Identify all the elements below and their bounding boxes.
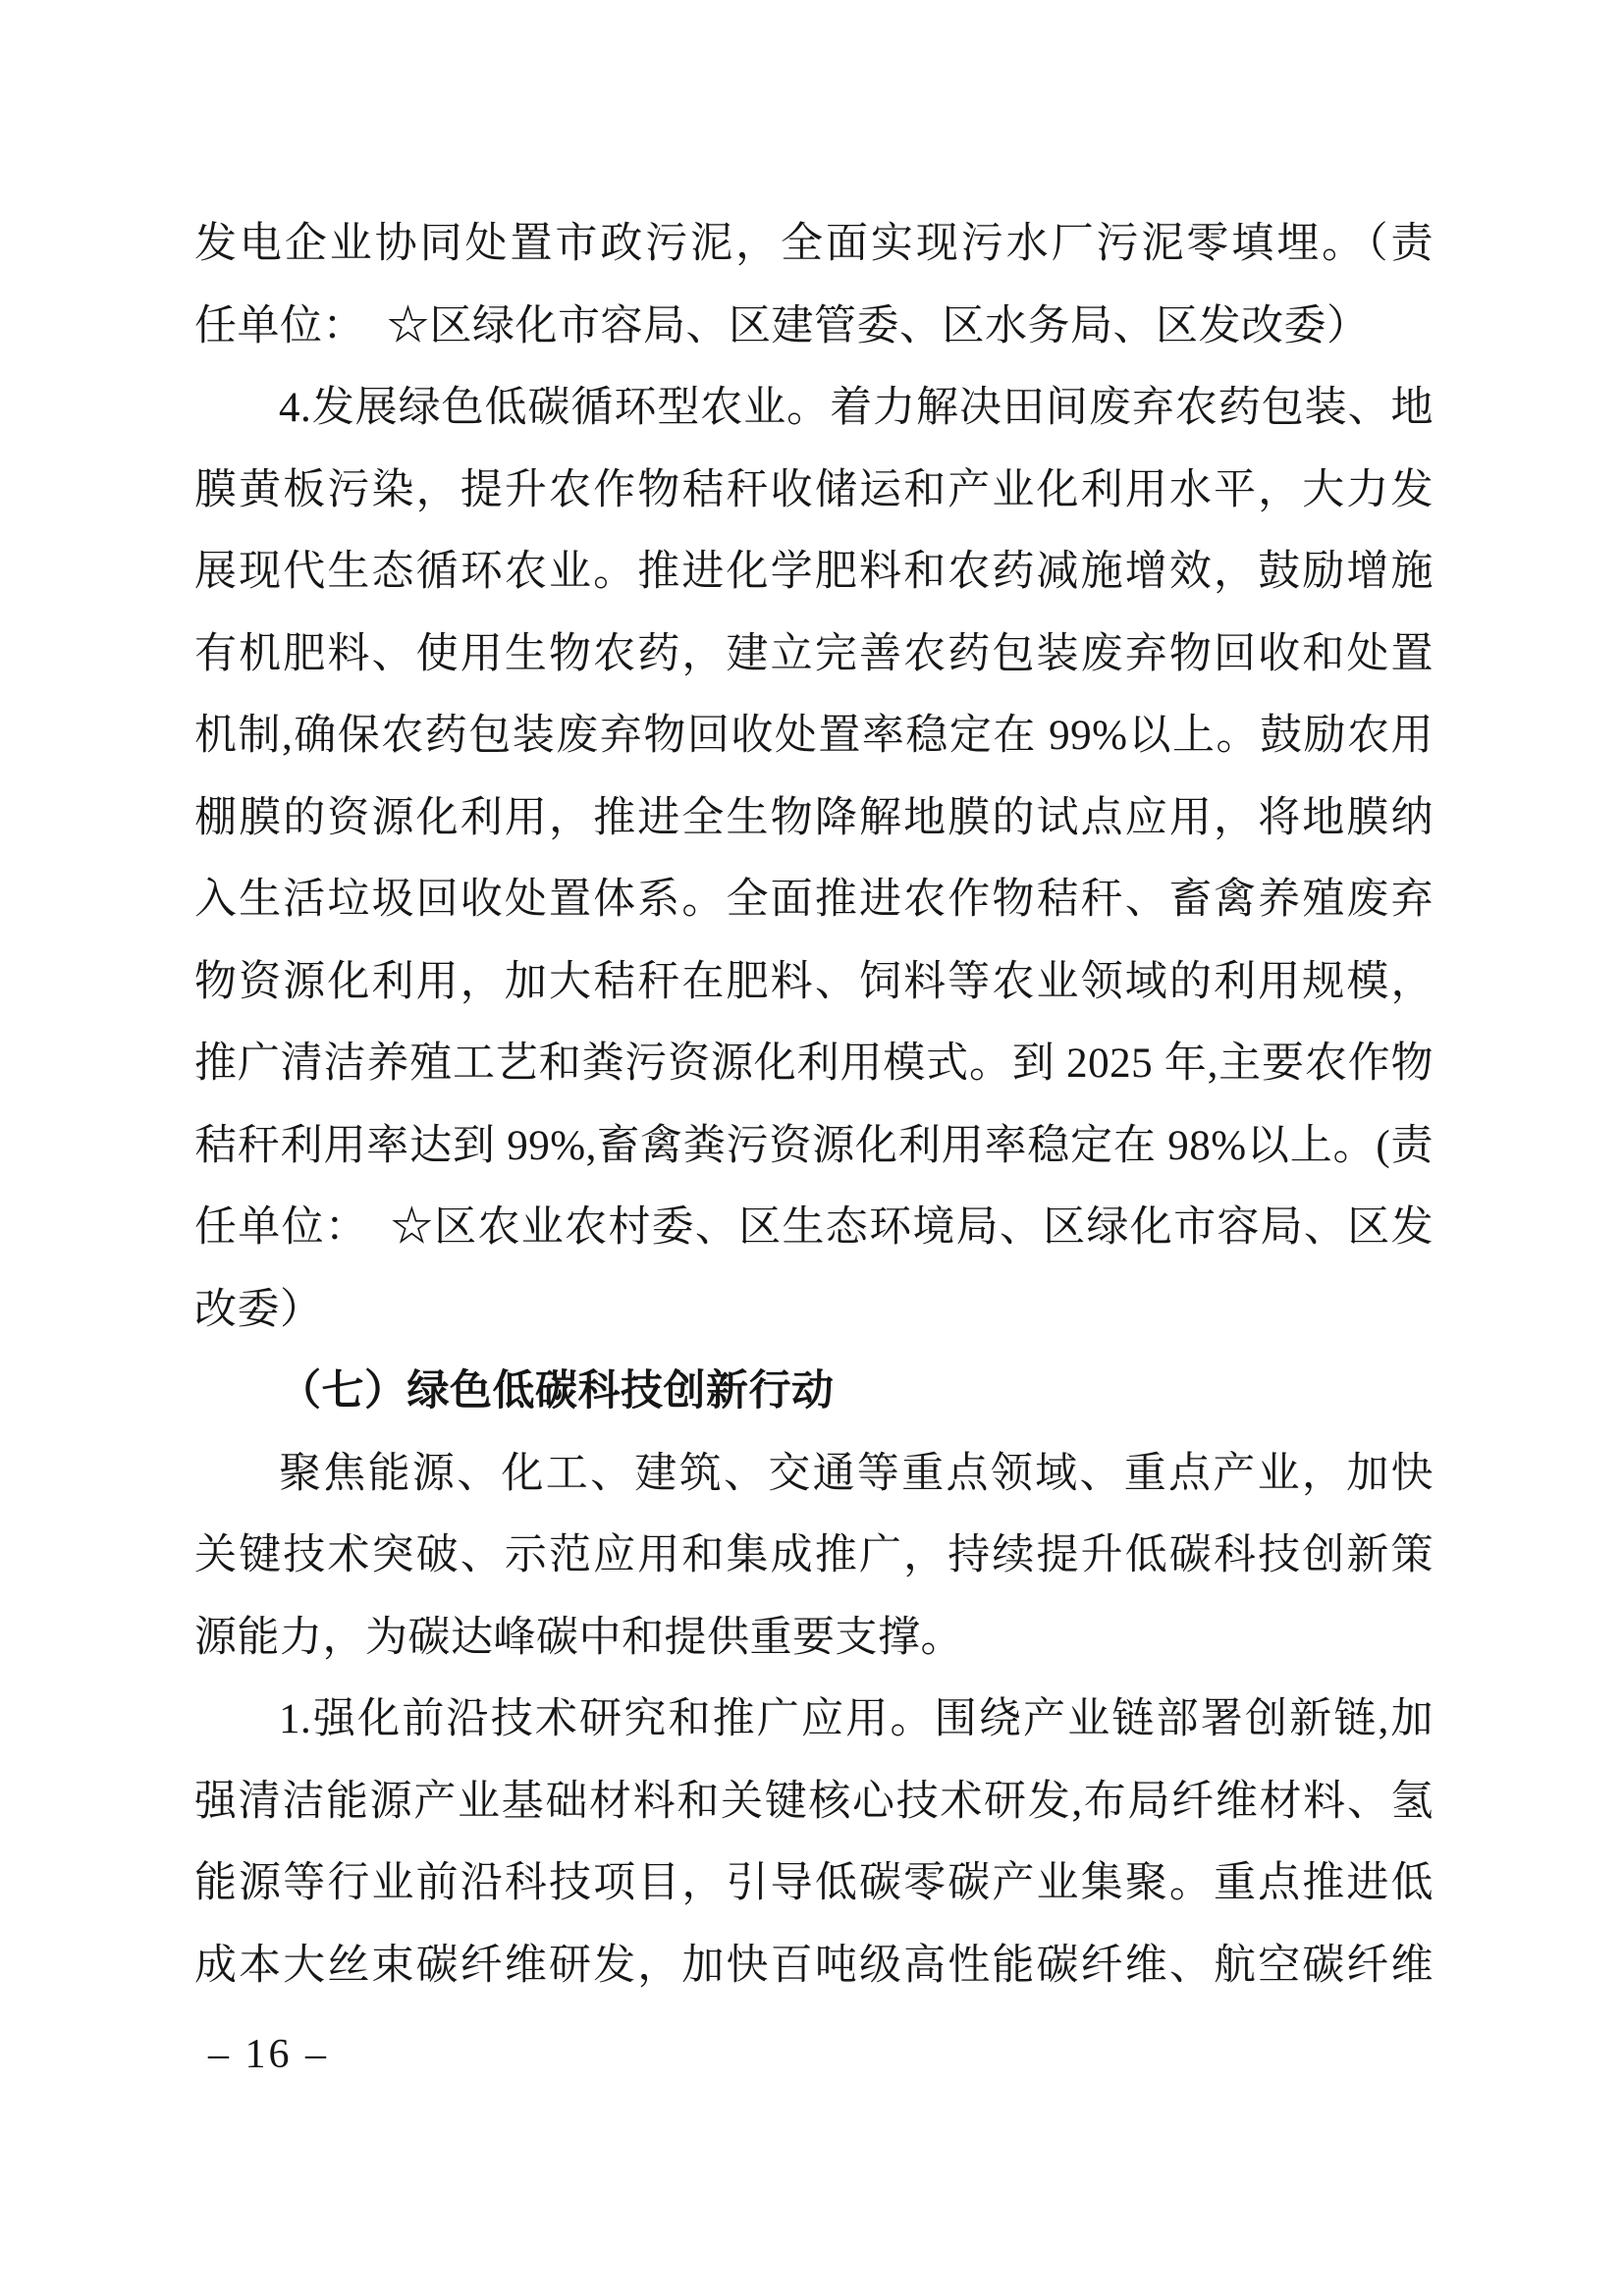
body-text — [194, 203, 1434, 2006]
body-line-21: 能源等行业前沿科技项目，引导低碳零碳产业集聚。重点推进低 — [194, 1860, 1434, 1906]
page-number: – 16 – — [208, 2032, 329, 2077]
body-line-11: 推广清洁养殖工艺和粪污资源化利用模式。到 2025 年,主要农作物 — [194, 1041, 1434, 1087]
body-line-01: 发电企业协同处置市政污泥，全面实现污水厂污泥零填埋。（责 — [194, 221, 1434, 267]
body-line-02: 任单位： ☆区绿化市容局、区建管委、区水务局、区发改委） — [194, 302, 1370, 349]
body-line-18: 源能力，为碳达峰碳中和提供重要支撑。 — [194, 1614, 963, 1661]
body-line-08: 棚膜的资源化利用，推进全生物降解地膜的试点应用，将地膜纳 — [194, 794, 1434, 841]
body-line-09: 入生活垃圾回收处置体系。全面推进农作物秸秆、畜禽养殖废弃 — [194, 877, 1434, 923]
body-line-17: 关键技术突破、示范应用和集成推广，持续提升低碳科技创新策 — [194, 1532, 1434, 1578]
section-7-heading: （七）绿色低碳科技创新行动 — [279, 1368, 835, 1415]
body-line-05: 展现代生态循环农业。推进化学肥料和农药减施增效，鼓励增施 — [194, 549, 1434, 595]
body-line-16: 聚焦能源、化工、建筑、交通等重点领域、重点产业，加快 — [279, 1450, 1434, 1497]
body-line-19: 1.强化前沿技术研究和推广应用。围绕产业链部署创新链,加 — [279, 1696, 1434, 1742]
body-line-06: 有机肥料、使用生物农药，建立完善农药包装废弃物回收和处置 — [194, 630, 1434, 677]
body-line-04: 膜黄板污染，提升农作物秸秆收储运和产业化利用水平，大力发 — [194, 466, 1434, 513]
body-line-12: 秸秆利用率达到 99%,畜禽粪污资源化利用率稳定在 98%以上。(责 — [194, 1122, 1434, 1169]
body-line-07: 机制,确保农药包装废弃物回收处置率稳定在 99%以上。鼓励农用 — [194, 713, 1434, 759]
body-line-14: 改委） — [194, 1286, 323, 1333]
body-line-20: 强清洁能源产业基础材料和关键核心技术研发,布局纤维材料、氢 — [194, 1778, 1434, 1825]
body-line-03: 4.发展绿色低碳循环型农业。着力解决田间废弃农药包装、地 — [279, 385, 1434, 431]
body-line-22: 成本大丝束碳纤维研发，加快百吨级高性能碳纤维、航空碳纤维 — [194, 1942, 1434, 1989]
body-line-13: 任单位： ☆区农业农村委、区生态环境局、区绿化市容局、区发 — [194, 1204, 1434, 1251]
body-line-10: 物资源化利用，加大秸秆在肥料、饲料等农业领域的利用规模， — [194, 958, 1434, 1005]
